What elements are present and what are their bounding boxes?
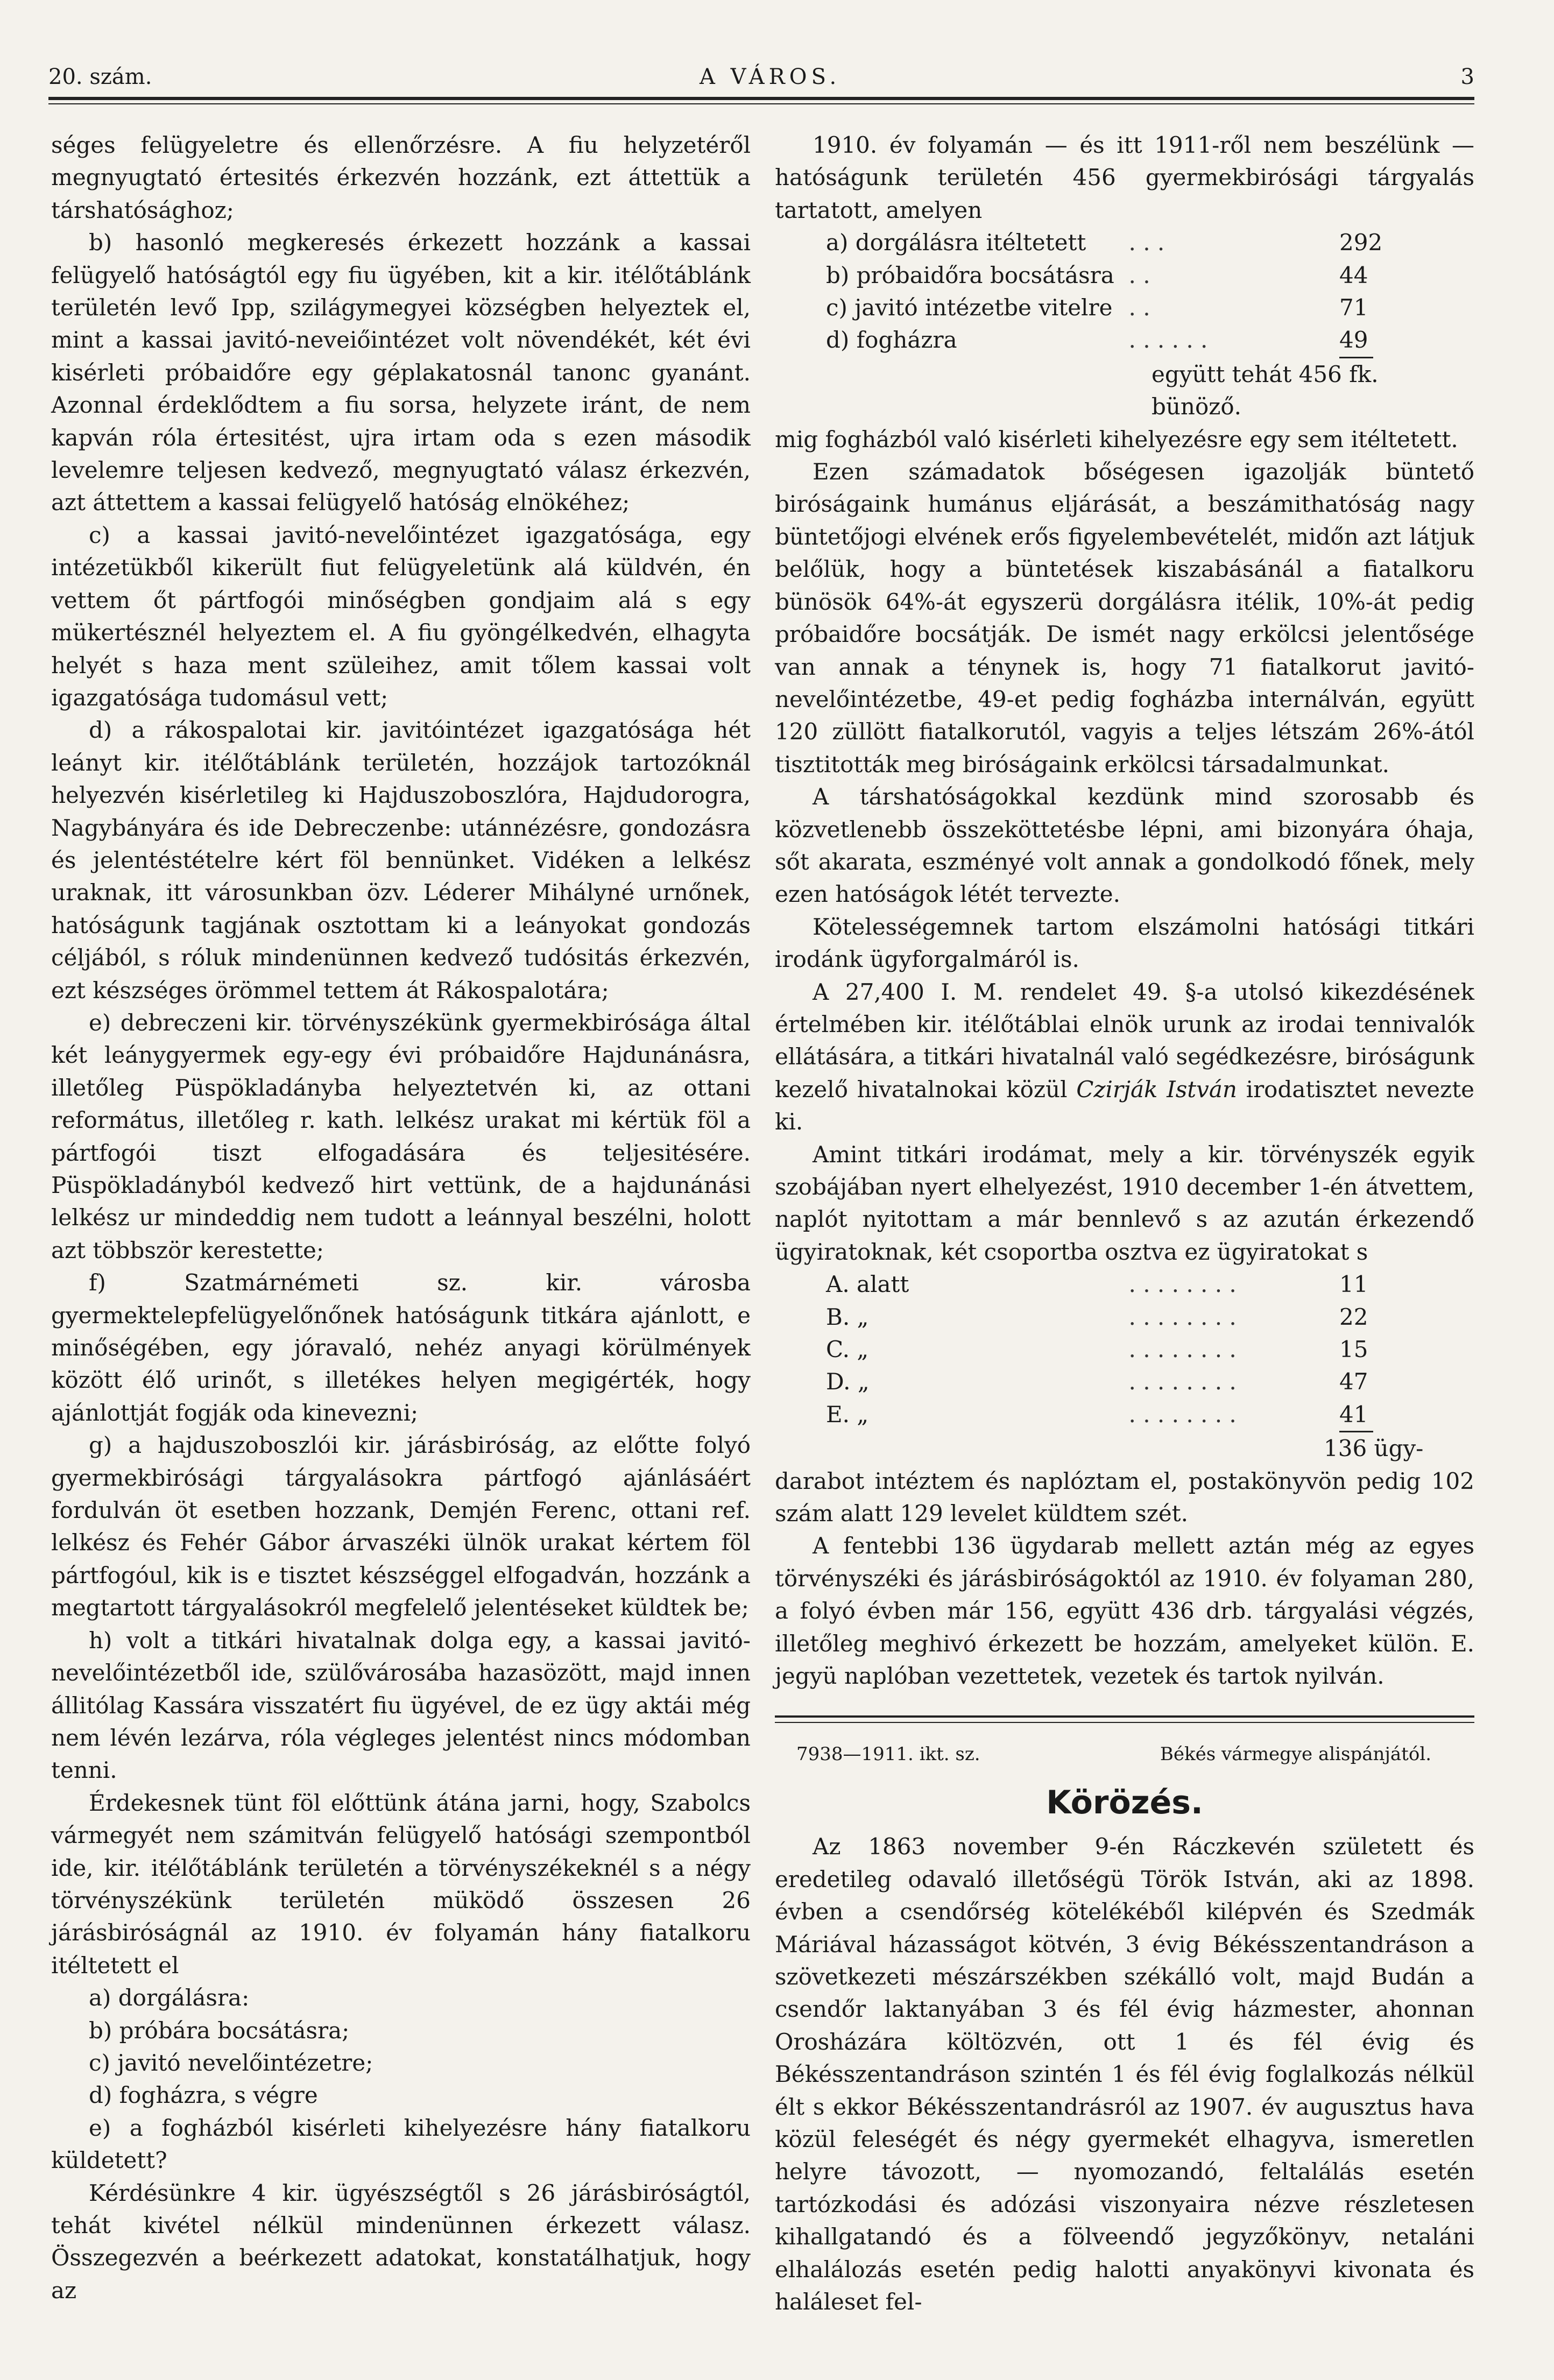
list-item: a) dorgálásra:	[89, 1984, 250, 2011]
section-rule-thin	[775, 1722, 1474, 1723]
table-row	[775, 1333, 1474, 1366]
table-row	[775, 324, 1474, 358]
list-item: b) próbára bocsátásra;	[89, 2017, 350, 2044]
table-label: B. „	[826, 1303, 869, 1330]
table-label: C. „	[826, 1336, 869, 1363]
paragraph: Ezen számadatok bőségesen igazolják büntető biróságaink humánus eljárását, a beszámithatóság nagy büntetőjogi elvének erős figyelembevételét, midőn azt látjuk belőlük, hogy a büntetések kiszabásánál a fiatalkoru bünösök 64%-át egyszerü dorgálásra itélik, 10%-át pedig próbaidőre bocsátják. De ismét nagy erkölcsi jelentősége van annak a ténynek is, hogy 71 fiatalkorut javitó-nevelőintézetbe, 49-et pedig fogházba internálván, együtt 120 züllött fiatalkorutól, vagyis a teljes létszám 26%-ától tisztitották meg biróságaink erkölcsi társadalmunkat.	[775, 458, 1474, 778]
table-value: 292	[1339, 229, 1383, 256]
table-total: együtt tehát 456 fk. bünöző.	[1152, 361, 1379, 420]
table-row	[775, 1399, 1474, 1432]
table-label: D. „	[826, 1368, 870, 1395]
table-total: 136 ügy-	[1324, 1435, 1424, 1462]
left-column	[51, 129, 751, 2307]
paragraph: 1910. év folyamán — és itt 1911-ről nem beszélünk — hatóságunk területén 456 gyermekbirósági tárgyalás tartatott, amelyen	[775, 132, 1474, 223]
table-value: 47	[1339, 1368, 1368, 1395]
paragraph: séges felügyeletre és ellenőrzésre. A fiu helyzetéről megnyugtató értesités érkezvén hozzánk, ezt áttettük a társhatósághoz;	[51, 132, 751, 223]
paragraph: c) a kassai javitó-nevelőintézet igazgatósága, egy intézetükből kikerült fiut felügyeletünk alá küldvén, én vettem őt pártfogói minőségben gondjaim alá s egy mükertésznél helyeztem el. A fiu gyöngélkedvén, elhagyta helyét s haza ment szüleihez, amit tőlem kassai volt igazgatósága tudomásul vett;	[51, 521, 751, 711]
table-dots: . . . . . . . .	[1128, 1401, 1237, 1428]
table-value-underlined: 49	[1339, 324, 1373, 358]
paragraph: b) hasonló megkeresés érkezett hozzánk a kassai felügyelő hatóságtól egy fiu ügyében, kit a kir. itélőtáblánk területén levő Ipp, szilágymegyei községben helyeztek el, mint a kassai javitó-neveiőintézet volt növendékét, két évi kisérleti próbaidőre egy géplakatosnál tanonc gyanánt. Azonnal érdeklődtem a fiu sorsa, helyzete iránt, de nem kapván róla értesitést, ujra irtam oda s ezen második levelemre teljesen kedvező, megnyugtató válasz érkezvén, azt áttettem a kassai felügyelő hatóság elnökéhez;	[51, 229, 751, 516]
paragraph: A fentebbi 136 ügydarab mellett aztán még az egyes törvényszéki és járásbiróságoktól az 1910. év folyaman 280, a folyó évben már 156, együtt 436 drb. tárgyalási végzés, illetőleg meghivó érkezett be hozzám, amelyeket külön. E. jegyü naplóban vezettetek, vezetek és tartok nyilván.	[775, 1532, 1474, 1690]
paragraph: f) Szatmárnémeti sz. kir. városba gyermektelepfelügyelőnőnek hatóságunk titkára ajánlott, e minőségében, egy jóravaló, nehéz anyagi körülmények között élő urinőt, s illetékes helyen megigérték, hogy ajánlottját fogják oda kinevezni;	[51, 1269, 751, 1426]
table-value-underlined: 41	[1339, 1399, 1373, 1432]
table-row	[775, 1366, 1474, 1398]
table-label: b) próbaidőra bocsátásra	[826, 262, 1114, 288]
list-item: e) a fogházból kisérleti kihelyezésre hány fiatalkoru küldetett?	[51, 2114, 751, 2174]
list-item: d) fogházra, s végre	[89, 2082, 318, 2109]
paragraph: d) a rákospalotai kir. javitóintézet igazgatósága hét leányt kir. itélőtáblánk területén, hozzájok tartozóknál helyezvén kisérletileg ki Hajduszoboszlóra, Hajdudorogra, Nagybányára és ide Debreczenbe: utánnézésre, gondozásra és jelentéstételre kért föl bennünket. Vidéken a lelkész uraknak, itt városunkban özv. Léderer Mihályné urnőnek, hatóságunk tagjának osztottam ki a leányokat gondozás céljából, s róluk mindenünnen kedvező tudósitás érkezvén, ezt készséges örömmel tettem át Rákospalotára;	[51, 717, 751, 1004]
table-dots: . .	[1128, 262, 1150, 288]
reference-line	[775, 1738, 1474, 1770]
reference-number: 7938—1911. ikt. sz.	[796, 1743, 980, 1765]
table-dots: . . . . . . . .	[1128, 1303, 1237, 1330]
table-value: 71	[1339, 294, 1368, 321]
paragraph: Az 1863 november 9-én Ráczkevén született és eredetileg odavaló illetőségü Török István, aki az 1898. évben a csendőrség kötelékéből kilépvén és Szedmák Máriával házasságot kötvén, 3 évig Békésszentandráson a szövetkezeti mészárszékben székálló volt, majd Budán a csendőr laktanyában 3 és fél évig házmester, ahonnan Orosházára költözvén, ott 1 és fél évig és Békésszentandráson szintén 1 és fél évig foglalkozás nélkül élt s ekkor Békésszentandrásról az 1907. év augusztus hava közül feleségét és négy gyermekét elhagyva, ismeretlen helyre távozott, — nyomozandó, feltalálás esetén tartózkodási és adózási viszonyaira nézve részletesen kihallgatandó és a fölveendő jegyzőkönyv, netaláni elhalálozás esetén pedig halotti anyakönyvi kivonata és haláleset fel-	[775, 1833, 1474, 2315]
issue-number: 20. szám.	[48, 65, 152, 89]
issuing-office: Békés vármegye alispánjától.	[1160, 1743, 1431, 1765]
paragraph-text: irodatisztet nevezte ki.	[775, 1076, 1475, 1135]
list-item: c) javitó nevelőintézetre;	[89, 2049, 373, 2076]
paragraph: A társhatóságokkal kezdünk mind szorosabb és közvetlenebb összeköttetésbe lépni, ami bizonyára óhaja, sőt akarata, eszményé volt annak a gondolkodó főnek, mely ezen hatóságok létét tervezte.	[775, 783, 1474, 908]
table-label: d) fogházra	[826, 327, 957, 354]
header-rule-thin	[48, 103, 1474, 104]
table-dots: . .	[1128, 294, 1150, 321]
table-dots: . . . . . . . .	[1128, 1336, 1237, 1363]
table-value: 44	[1339, 262, 1368, 288]
table-value: 22	[1339, 1303, 1368, 1330]
paragraph	[775, 976, 1474, 1139]
paragraph-text: A 27,400 I. M. rendelet 49. §-a utolsó kikezdésének értelmében kir. itélőtáblai elnök urunk az irodai tennivalók ellátására, a titkári hivatalnál való segédkezésre, biróságunk kezelő hivatalnokai közül	[775, 978, 1474, 1103]
table-label: E. „	[826, 1401, 869, 1428]
table-label: A. alatt	[826, 1271, 909, 1298]
table-row	[775, 259, 1474, 292]
table-label: c) javitó intézetbe vitelre	[826, 294, 1113, 321]
table-value: 15	[1339, 1336, 1368, 1363]
paragraph: Amint titkári irodámat, mely a kir. törvényszék egyik szobájában nyert elhelyezést, 1910 december 1-én átvettem, naplót nyitottam a már bennlevő s az azután érkezendő ügyiratoknak, két csoportba osztva ez ügyiratokat s	[775, 1141, 1474, 1265]
table-value: 11	[1339, 1271, 1368, 1298]
docket-table	[775, 1268, 1474, 1432]
paragraph: e) debreczeni kir. törvényszékünk gyermekbirósága által két leánygyermek egy-egy évi próbaidőre Hajdunánásra, illetőleg Püspökladányba helyeztetvén ki, az ottani református, illetőleg r. kath. lelkész urakat mi kértük föl a pártfogói tiszt elfogadására és teljesitésére. Püspökladányból kedvező hirt vettünk, de a hajdunánási lelkész ur mindeddig nem tudott a leánnyal beszélni, holott azt többször kerestette;	[51, 1009, 751, 1263]
sentence-table	[775, 227, 1474, 358]
header-rule-thick	[48, 97, 1474, 100]
section-rule-thick	[775, 1715, 1474, 1718]
paragraph: Kötelességemnek tartom elszámolni hatósági titkári irodánk ügyforgalmáról is.	[775, 913, 1474, 973]
paragraph: h) volt a titkári hivatalnak dolga egy, a kassai javitó-nevelőintézetből ide, szülővárosába hazasözött, majd innen állitólag Kassára visszatért fiu ügyével, de ez ügy aktái még nem lévén lezárva, róla végleges jelentést nincs módomban tenni.	[51, 1627, 751, 1784]
table-row	[775, 227, 1474, 259]
table-row	[775, 1268, 1474, 1301]
paragraph: mig fogházból való kisérleti kihelyezésre egy sem itéltetett.	[775, 426, 1458, 453]
paragraph: darabot intéztem és naplóztam el, postakönyvön pedig 102 szám alatt 129 levelet küldtem szét.	[775, 1467, 1474, 1527]
section-heading: Körözés.	[1046, 1783, 1203, 1821]
table-dots: . . . . . .	[1128, 327, 1208, 354]
newspaper-title: A VÁROS.	[700, 65, 841, 89]
person-name: Czirják István	[1076, 1076, 1237, 1103]
table-value	[1339, 1399, 1474, 1432]
paragraph: Kérdésünkre 4 kir. ügyészségtől s 26 járásbiróságtól, tehát kivétel nélkül mindenünnen érkezett válasz. Összegezvén a beérkezett adatokat, konstatálhatjuk, hogy az	[51, 2179, 751, 2304]
table-label: a) dorgálásra itéltetett	[826, 229, 1086, 256]
table-dots: . . . . . . . .	[1128, 1368, 1237, 1395]
paragraph: Érdekesnek tünt föl előttünk átána jarni, hogy, Szabolcs vármegyét nem számitván felügyelő hatósági szempontból ide, kir. itélőtáblánk területén a törvényszékeknél s a négy törvényszékünk területén müködő összesen 26 járásbiróságnál az 1910. év folyamán hány fiatalkoru itéltetett el	[51, 1789, 751, 1979]
right-column	[775, 129, 1474, 2318]
table-dots: . . . . . . . .	[1128, 1271, 1237, 1298]
paragraph: g) a hajduszoboszlói kir. járásbiróság, az előtte folyó gyermekbirósági tárgyalásokra pártfogó ajánlásáért fordulván öt esetben hozzank, Demjén Ferenc, ottani ref. lelkész és Fehér Gábor árvaszéki ülnök urakat kértem föl pártfogóul, kik is e tisztet készséggel elfogadván, hozzánk a megtartott tárgyalásokról megfelelő jelentéseket küldtek be;	[51, 1432, 751, 1621]
table-row	[775, 292, 1474, 324]
table-row	[775, 1301, 1474, 1333]
page-header	[48, 65, 1474, 97]
page-number: 3	[1460, 65, 1474, 89]
table-dots: . . .	[1128, 229, 1165, 256]
table-value	[1339, 324, 1474, 358]
